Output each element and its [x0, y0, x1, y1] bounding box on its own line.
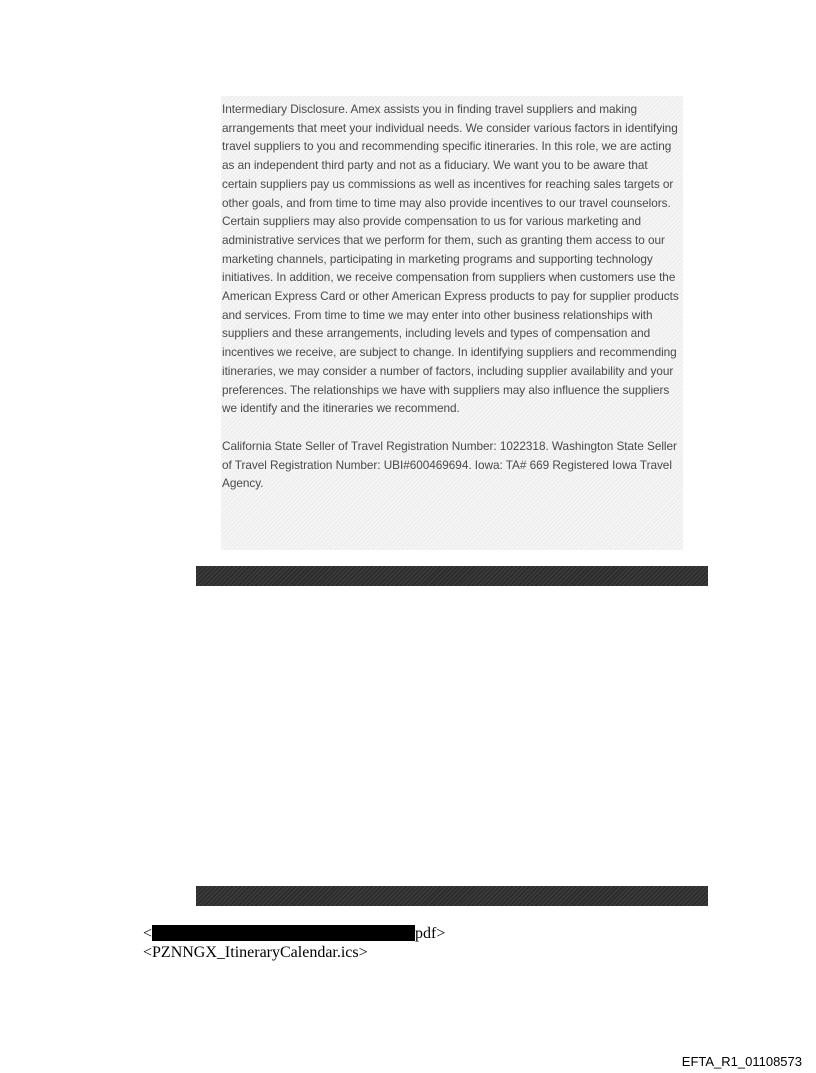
document-id: EFTA_R1_01108573	[681, 1054, 802, 1069]
intermediary-disclosure-paragraph: Intermediary Disclosure. Amex assists you in finding travel suppliers and making arrangements that meet your individual needs. We consider various factors in identifying travel suppliers to you and recommending specific itineraries. In this role, we are acting as an independent third party and not as a fiduciary. We want you to be aware that certain suppliers pay us commissions as well as incentives for reaching sales targets or other goals, and from time to time may also provide incentives to our travel counselors. Certain suppliers may also provide compensation to us for various marketing and administrative services that we perform for them, such as granting them access to our marketing channels, participating in marketing programs and supporting technology initiatives. In addition, we receive compensation from suppliers when customers use the American Express Card or other American Express products to pay for supplier products and services. From time to time we may enter into other business relationships with suppliers and these arrangements, including levels and types of compensation and incentives we receive, are subject to change. In identifying suppliers and recommending itineraries, we may consider a number of factors, including supplier availability and your preferences. The relationships we have with suppliers may also influence the suppliers we identify and the itineraries we recommend.	[222, 102, 679, 416]
redacted-filename	[152, 925, 415, 941]
attachments-list	[143, 924, 445, 962]
redaction-bar-bottom	[196, 886, 708, 906]
intermediary-disclosure-box	[221, 96, 683, 550]
ics-attachment[interactable]: <PZNNGX_ItineraryCalendar.ics>	[143, 944, 368, 961]
redaction-bar-top	[196, 566, 708, 586]
pdf-attachment-prefix: <	[143, 925, 153, 942]
pdf-attachment-suffix: pdf>	[415, 925, 446, 942]
travel-registration-paragraph: California State Seller of Travel Registration Number: 1022318. Washington State Seller of Travel Registration Number: UBI#600469694. Iowa: TA# 669 Registered Iowa Travel Agency.	[222, 438, 677, 491]
pdf-attachment[interactable]	[143, 924, 445, 943]
